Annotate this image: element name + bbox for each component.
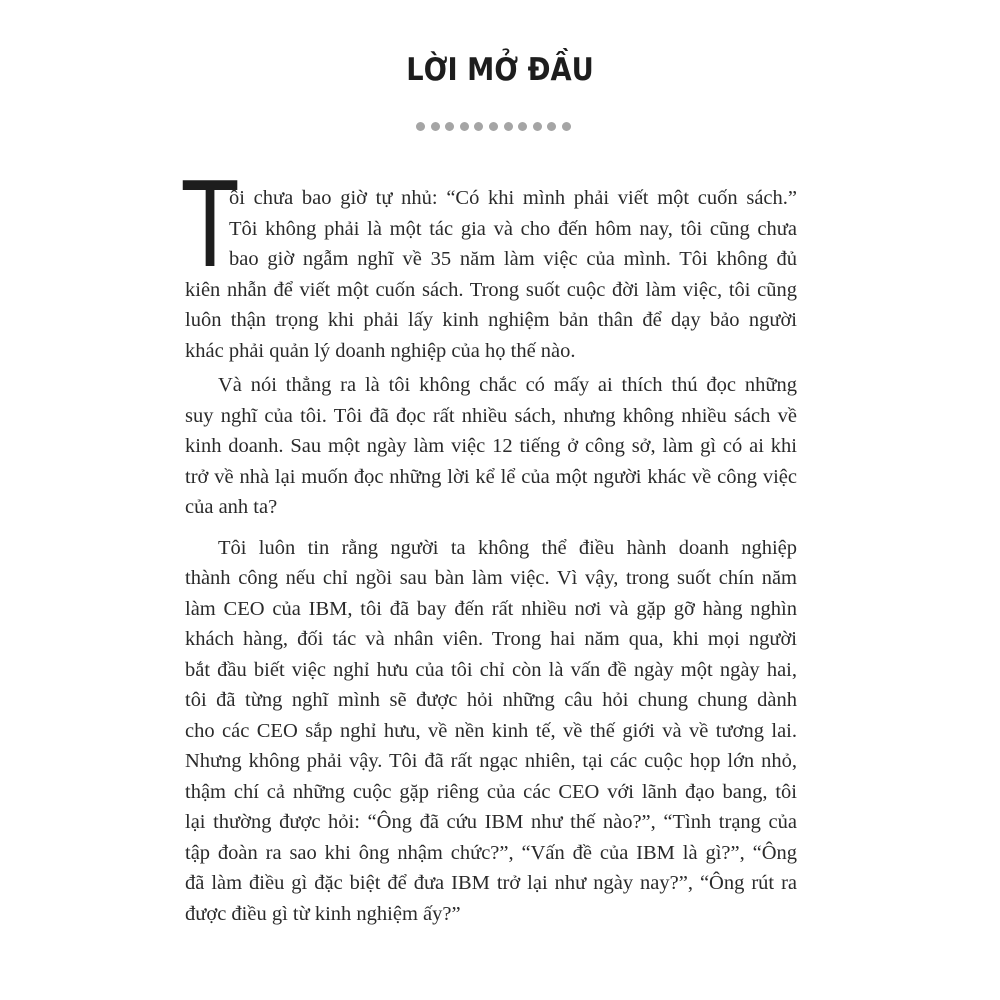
text-line: Và nói thẳng ra là tôi không chắc có mấy ai thích thú đọc những	[218, 374, 797, 396]
text-line: khách hàng, đối tác và nhân viên. Trong hai năm qua, khi mọi người	[185, 628, 797, 650]
text-line: thành công nếu chỉ ngồi sau bàn làm việc. Vì vậy, trong suốt chín năm	[185, 567, 797, 589]
text-line: Nhưng không phải vậy. Tôi đã rất ngạc nhiên, tại các cuộc họp lớn nhỏ,	[185, 750, 797, 772]
ornament-dot	[518, 122, 527, 131]
ornament-dot	[474, 122, 483, 131]
text-line: khác phải quản lý doanh nghiệp của họ thế nào.	[185, 339, 576, 362]
text-line: trở về nhà lại muốn đọc những lời kể lể của một người khác về công việc	[185, 465, 797, 488]
ornament-dot	[547, 122, 556, 131]
text-line: lại thường được hỏi: “Ông đã cứu IBM như thế nào?”, “Tình trạng của	[185, 811, 797, 833]
ornament-dot	[445, 122, 454, 131]
text-line: được điều gì từ kinh nghiệm ấy?”	[185, 902, 461, 925]
text-line: bao giờ ngẫm nghĩ về 35 năm làm việc của mình. Tôi không đủ	[229, 248, 797, 270]
text-line: luôn thận trọng khi phải lấy kinh nghiệm bản thân để dạy bảo người	[185, 309, 797, 331]
paragraph-3	[185, 533, 797, 930]
text-line: Tôi không phải là một tác gia và cho đến hôm nay, tôi cũng chưa	[229, 217, 797, 240]
text-line: thậm chí cả những cuộc gặp riêng của các CEO với lãnh đạo bang, tôi	[185, 780, 797, 803]
ornament-dot	[431, 122, 440, 131]
text-line: tôi đã từng nghĩ mình sẽ được hỏi những câu hỏi chung chung dành	[185, 689, 797, 711]
ornament-dot	[489, 122, 498, 131]
text-line: tập đoàn ra sao khi ông nhậm chức?”, “Vấn đề của IBM là gì?”, “Ông	[185, 841, 797, 864]
text-line: cho các CEO sắp nghỉ hưu, về nền kinh tế, về thế giới và về tương lai.	[185, 719, 797, 742]
ornament-divider	[416, 122, 571, 131]
ornament-dot	[533, 122, 542, 131]
text-line: làm CEO của IBM, tôi đã bay đến rất nhiều nơi và gặp gỡ hàng nghìn	[185, 597, 797, 620]
body-text	[185, 183, 797, 929]
text-line: đã làm điều gì đặc biệt để đưa IBM trở lại như ngày nay?”, “Ông rút ra	[185, 872, 797, 894]
paragraph-2	[185, 370, 797, 523]
drop-cap: T	[183, 156, 238, 294]
ornament-dot	[460, 122, 469, 131]
text-line: bắt đầu biết việc nghỉ hưu của tôi chỉ còn là vấn đề ngày một ngày hai,	[185, 658, 797, 681]
ornament-dot	[416, 122, 425, 131]
ornament-dot	[562, 122, 571, 131]
text-line: kiên nhẫn để viết một cuốn sách. Trong suốt cuộc đời làm việc, tôi cũng	[185, 278, 797, 301]
text-line: của anh ta?	[185, 496, 278, 518]
ornament-dot	[504, 122, 513, 131]
text-line: ôi chưa bao giờ tự nhủ: “Có khi mình phải viết một cuốn sách.”	[229, 187, 797, 209]
text-line: suy nghĩ của tôi. Tôi đã đọc rất nhiều sách, nhưng không nhiều sách về	[185, 404, 797, 427]
paragraph-1	[185, 183, 797, 366]
text-line: kinh doanh. Sau một ngày làm việc 12 tiếng ở công sở, làm gì có ai khi	[185, 435, 797, 457]
chapter-title: LỜI MỞ ĐẦU	[406, 52, 594, 88]
text-line: Tôi luôn tin rằng người ta không thể điều hành doanh nghiệp	[218, 536, 797, 559]
